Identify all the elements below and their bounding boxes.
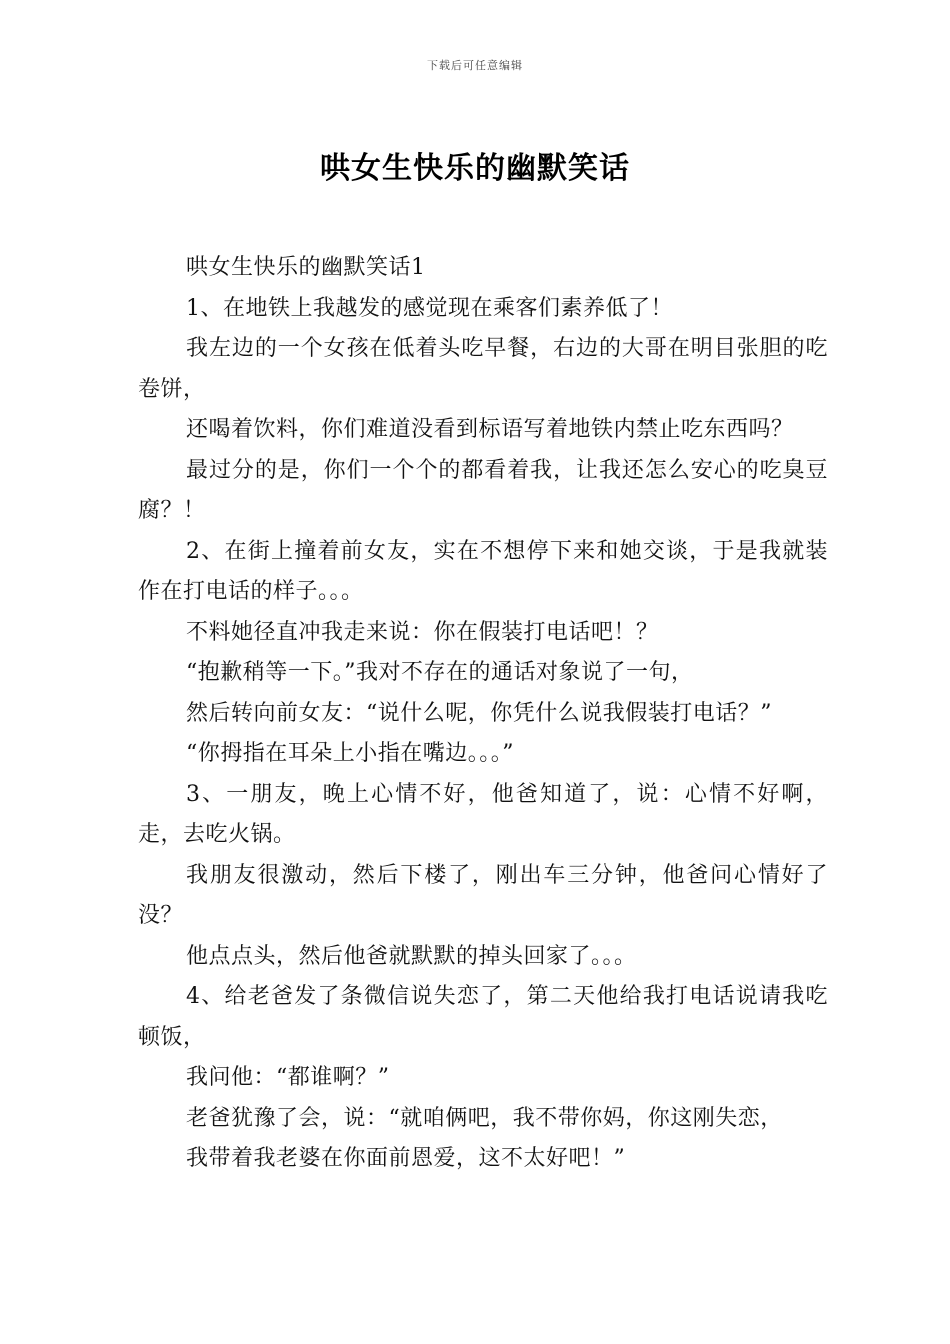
paragraph: 我问他：“都谁啊？” [186, 1065, 390, 1090]
paragraph: 老爸犹豫了会，说：“就咱俩吧，我不带你妈，你这刚失恋， [186, 1105, 783, 1131]
paragraph: 4、给老爸发了条微信说失恋了，第二天他给我打电话说请我吃顿饭， [138, 984, 828, 1050]
document-body [138, 248, 828, 1180]
paragraph: 3、一朋友，晚上心情不好，他爸知道了，说：心情不好啊，走，去吃火锅。 [138, 781, 828, 847]
paragraph: “你拇指在耳朵上小指在嘴边。。。” [186, 741, 514, 766]
paragraph: 还喝着饮料，你们难道没看到标语写着地铁内禁止吃东西吗？ [186, 417, 794, 442]
paragraph: 然后转向前女友：“说什么呢，你凭什么说我假装打电话？” [186, 700, 772, 726]
paragraph: 他点点头，然后他爸就默默的掉头回家了。。。 [186, 943, 637, 969]
paragraph: 我带着我老婆在你面前恩爱，这不太好吧！” [186, 1146, 626, 1171]
paragraph: 最过分的是，你们一个个的都看着我，让我还怎么安心的吃臭豆腐？！ [138, 457, 828, 523]
paragraph: “抱歉稍等一下。”我对不存在的通话对象说了一句， [186, 660, 694, 685]
header-note: 下载后可任意编辑 [427, 59, 523, 72]
paragraph: 2、在街上撞着前女友，实在不想停下来和她交谈，于是我就装作在打电话的样子。。。 [138, 538, 828, 604]
paragraph: 1、在地铁上我越发的感觉现在乘客们素养低了！ [186, 295, 673, 321]
paragraph: 哄女生快乐的幽默笑话1 [186, 255, 426, 280]
paragraph: 不料她径直冲我走来说：你在假装打电话吧！？ [186, 619, 659, 645]
document-title: 哄女生快乐的幽默笑话 [320, 151, 630, 186]
paragraph: 我左边的一个女孩在低着头吃早餐，右边的大哥在明目张胆的吃卷饼， [138, 336, 828, 402]
paragraph: 我朋友很激动，然后下楼了，刚出车三分钟，他爸问心情好了没？ [138, 862, 828, 928]
